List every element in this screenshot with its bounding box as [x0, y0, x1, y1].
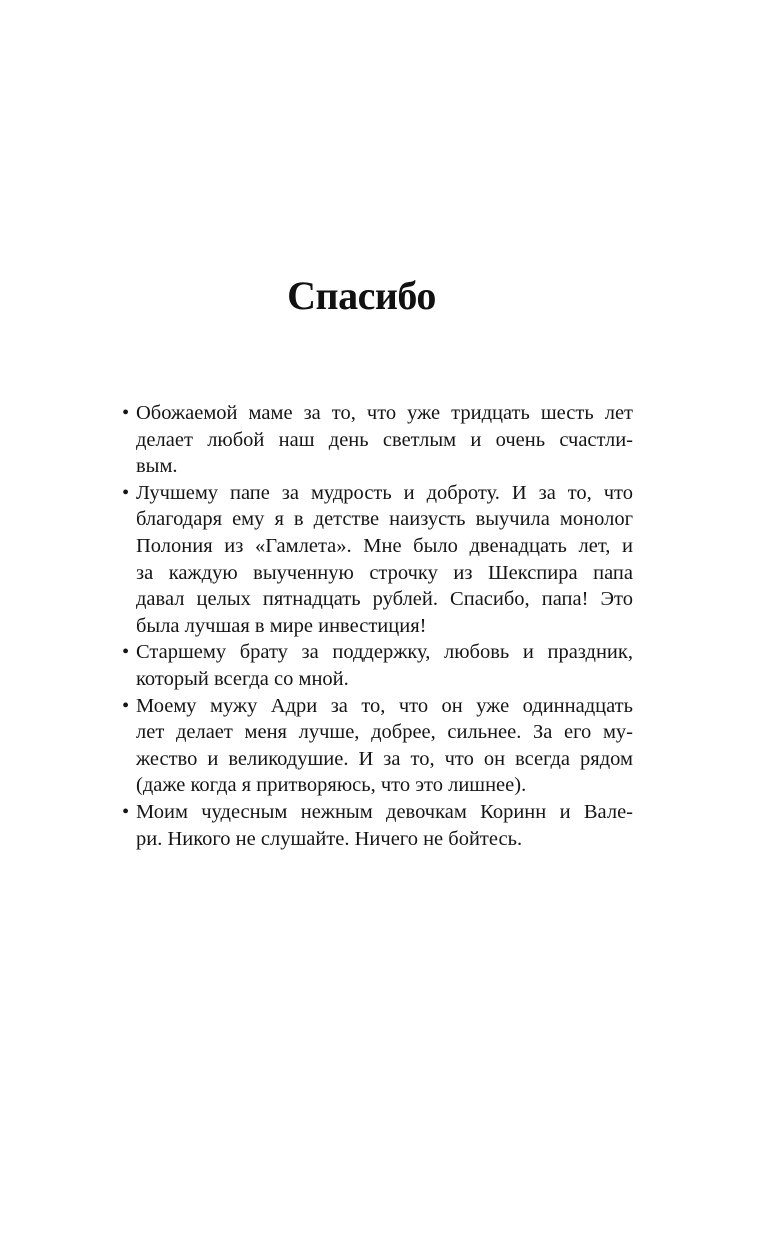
- text-line: Старшему брату за поддержку, любовь и праздник,: [136, 641, 633, 664]
- bullet-icon: •: [122, 800, 130, 823]
- list-item: [122, 639, 633, 692]
- text-line: за каждую выученную строчку из Шекспира папа: [136, 561, 633, 584]
- text-line: жество и великодушие. И за то, что он всегда рядом: [136, 747, 633, 770]
- text-line: делает любой наш день светлым и очень счастли-: [136, 428, 633, 451]
- bullet-icon: •: [122, 641, 130, 664]
- text-line: Обожаемой маме за то, что уже тридцать шесть лет: [136, 402, 633, 424]
- bullet-icon: •: [122, 481, 130, 504]
- acknowledgements-list: [122, 400, 633, 852]
- text-line: лет делает меня лучше, добрее, сильнее. За его му-: [136, 721, 633, 744]
- text-line: который всегда со мной.: [136, 667, 349, 690]
- text-line: была лучшая в мире инвестиция!: [136, 614, 427, 637]
- page-title: Спасибо: [287, 273, 436, 318]
- text-line: Моим чудесным нежным девочкам Коринн и Вале-: [136, 800, 633, 823]
- list-item: [122, 480, 633, 640]
- bullet-icon: •: [122, 694, 130, 717]
- list-item: [122, 693, 633, 799]
- text-line: Моему мужу Адри за то, что он уже одиннадцать: [136, 694, 633, 717]
- list-item: [122, 400, 633, 480]
- text-line: вым.: [136, 455, 178, 478]
- text-line: благодаря ему я в детстве наизусть выучила монолог: [136, 508, 633, 531]
- text-line: (даже когда я притворяюсь, что это лишнее).: [136, 774, 527, 797]
- list-item: [122, 799, 633, 852]
- text-line: Полония из «Гамлета». Мне было двенадцать лет, и: [136, 534, 633, 557]
- text-line: Лучшему папе за мудрость и доброту. И за то, что: [136, 481, 633, 504]
- bullet-icon: •: [122, 402, 130, 424]
- text-line: ри. Никого не слушайте. Ничего не бойтесь.: [136, 827, 523, 850]
- text-line: давал целых пятнадцать рублей. Спасибо, папа! Это: [136, 588, 633, 611]
